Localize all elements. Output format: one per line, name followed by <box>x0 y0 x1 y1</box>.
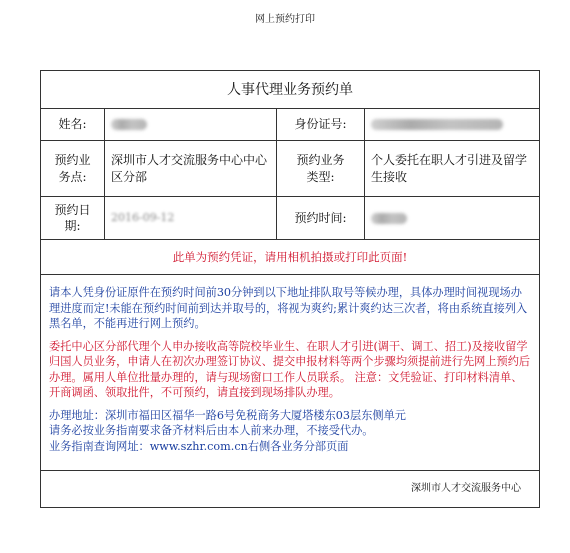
address-line: 办理地址：深圳市福田区福华一路6号免税商务大厦塔楼东03层东侧单元 <box>49 408 406 422</box>
instruction-paragraph-2: 委托中心区分部代理个人申办接收高等院校毕业生、在职人才引进(调干、调工、招工)及接收留学归国人员业务，申请人在初次办理签订协议、提交申报材料等两个步骤均须提前进行先网上预约后办理。属用人单位批量办理的，请与现场窗口工作人员联系。 注意：文凭验证、打印材料清单、开商调函、领取批件，不可预约，请直接到现场排队办理。 <box>49 339 531 399</box>
notice-row: 此单为预约凭证，请用相机拍摄或打印此页面! <box>41 240 539 275</box>
footer-org: 深圳市人才交流服务中心 <box>411 483 521 494</box>
id-redacted <box>371 119 503 130</box>
biz-type-value: 个人委托在职人才引进及留学生接收 <box>371 153 528 184</box>
name-label: 姓名: <box>41 109 105 140</box>
date-time-row <box>41 197 539 240</box>
branch-value: 深圳市人才交流服务中心中心区分部 <box>105 141 277 196</box>
time-value <box>365 197 539 239</box>
time-redacted <box>371 213 407 224</box>
page-header: 网上预约打印 <box>255 14 315 25</box>
form-title: 人事代理业务预约单 <box>41 71 539 109</box>
name-id-row <box>41 109 539 141</box>
date-text: 2016-09-12 <box>111 210 175 224</box>
biz-type-label: 预约业务类型: <box>277 141 365 196</box>
date-value <box>105 197 277 239</box>
name-value <box>105 109 277 140</box>
address-block <box>49 408 531 455</box>
materials-line: 请务必按业务指南要求备齐材料后由本人前来办理，不接受代办。 <box>49 424 374 437</box>
id-value <box>365 109 539 140</box>
branch-label: 预约业务点: <box>41 141 105 196</box>
guide-line: 业务指南查询网址：www.szhr.com.cn右侧各业务分部页面 <box>49 439 349 453</box>
branch-type-row <box>41 141 539 197</box>
instruction-paragraph-1: 请本人凭身份证原件在预约时间前30分钟到以下地址排队取号等候办理，具体办理时间视现场办理进度而定!未能在预约时间前到达并取号的，将视为爽约;累计爽约达三次者，将由系统直接列入黑名单，不能再进行网上预约。 <box>49 286 528 330</box>
time-label: 预约时间: <box>277 197 365 239</box>
name-redacted <box>111 119 147 130</box>
id-label: 身份证号: <box>277 109 365 140</box>
instructions-body <box>41 275 539 471</box>
date-label: 预约日期: <box>41 197 105 239</box>
appointment-form <box>40 70 540 508</box>
